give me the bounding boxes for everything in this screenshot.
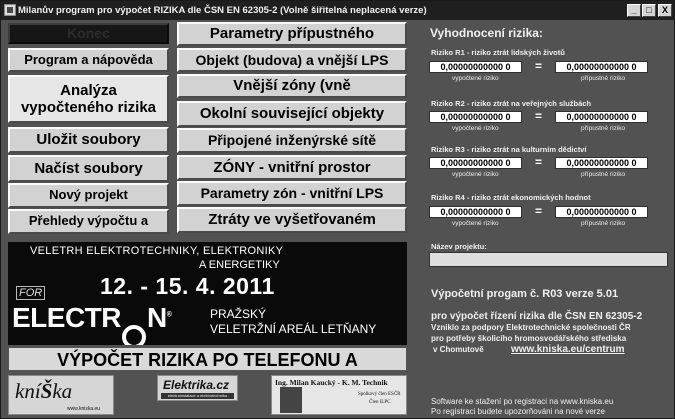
new-project-button[interactable]: Nový projekt bbox=[8, 183, 169, 208]
risk-r3-calc-caption: vypočtené riziko bbox=[452, 171, 499, 178]
close-button[interactable]: X bbox=[658, 4, 672, 17]
app-icon bbox=[4, 4, 16, 16]
zone-params-button[interactable]: Parametry zón - vnitřní LPS bbox=[177, 181, 407, 206]
overviews-button[interactable]: Přehledy výpočtu a bbox=[8, 209, 169, 234]
object-lps-button[interactable]: Objekt (budova) a vnější LPS bbox=[177, 48, 407, 72]
risk-r1-allowed: 0,00000000000 0 bbox=[555, 61, 648, 73]
services-button[interactable]: Připojené inženýrské sítě bbox=[177, 128, 407, 153]
program-help-button[interactable]: Program a nápověda bbox=[8, 48, 169, 72]
title-bar bbox=[1, 1, 674, 20]
kniska-wordmark bbox=[15, 379, 72, 404]
support-line2: pro potřeby školicího hromosvodářského střediska bbox=[431, 334, 627, 343]
kaucky-emblem bbox=[280, 387, 302, 413]
centrum-link[interactable]: www.kniska.eu/centrum bbox=[511, 344, 625, 355]
kaucky-member: Spolkový člen ESČR bbox=[358, 392, 401, 397]
save-files-button[interactable]: Uložit soubory bbox=[8, 127, 169, 153]
losses-button[interactable]: Ztráty ve vyšetřovaném bbox=[177, 207, 407, 233]
adjacent-objects-button[interactable]: Okolní související objekty bbox=[177, 101, 407, 127]
konec-button[interactable]: Konec bbox=[8, 23, 169, 44]
risk-r4-allowed: 0,00000000000 0 bbox=[555, 206, 648, 218]
electron-banner[interactable] bbox=[8, 242, 407, 345]
risk-r2-eq: = bbox=[535, 109, 543, 123]
project-name-label: Název projektu: bbox=[431, 242, 487, 251]
risk-r4-allowed-caption: přípustné riziko bbox=[581, 220, 626, 227]
results-heading: Vyhodnocení rizika: bbox=[430, 26, 543, 40]
download-text: Software ke stažení po registraci na www.kniska.eu bbox=[431, 397, 614, 406]
restore-button[interactable]: □ bbox=[642, 4, 656, 17]
load-files-button[interactable]: Načíst soubory bbox=[8, 155, 169, 182]
zones-interior-button[interactable]: ZÓNY - vnitřní prostor bbox=[177, 155, 407, 180]
analyza-line2: vypočteného rizika bbox=[20, 99, 157, 116]
kniska-logo[interactable] bbox=[8, 375, 114, 415]
phone-calc-bar[interactable]: VÝPOČET RIZIKA PO TELEFONU A bbox=[8, 347, 407, 371]
risk-r4-calc: 0,00000000000 0 bbox=[429, 206, 522, 218]
risk-r1-allowed-caption: přípustné riziko bbox=[581, 75, 626, 82]
notify-text: Po registraci budete upozorňováni na nové verze bbox=[431, 407, 605, 416]
risk-r2-allowed: 0,00000000000 0 bbox=[555, 111, 648, 123]
banner-reg: ® bbox=[166, 311, 172, 319]
kaucky-logo[interactable] bbox=[271, 375, 407, 415]
banner-brand-part1: ELECTR bbox=[12, 302, 121, 333]
project-name-input[interactable] bbox=[429, 252, 668, 267]
risk-r3-allowed: 0,00000000000 0 bbox=[555, 157, 648, 169]
banner-venue2: VELETRŽNÍ AREÁL LETŇANY bbox=[210, 322, 377, 336]
banner-for: FOR bbox=[16, 286, 45, 300]
support-line3: v Chomutově bbox=[433, 345, 484, 354]
banner-line1: VELETRH ELEKTROTECHNIKY, ELEKTRONIKY bbox=[30, 245, 284, 257]
allowed-params-button[interactable]: Parametry přípustného bbox=[177, 22, 407, 46]
minimize-button[interactable]: _ bbox=[627, 4, 641, 17]
risk-r1-label: Riziko R1 - riziko ztrát lidských životů bbox=[431, 48, 565, 57]
purpose-text: pro výpočet řízení rizika dle ČSN EN 62305-2 bbox=[431, 311, 643, 322]
analyza-button[interactable] bbox=[8, 75, 169, 123]
banner-brand bbox=[12, 302, 171, 345]
banner-brand-part2: N bbox=[147, 302, 167, 333]
external-zones-button[interactable]: Vnější zóny (vně bbox=[177, 74, 407, 98]
risk-r4-label: Riziko R4 - riziko ztrát ekonomických hodnot bbox=[431, 193, 591, 202]
banner-line2: A ENERGETIKY bbox=[199, 259, 280, 271]
elektrika-sub: elektroinstalace a elektrotechnika bbox=[161, 393, 234, 399]
risk-r3-allowed-caption: přípustné riziko bbox=[581, 171, 626, 178]
risk-r1-calc-caption: vypočtené riziko bbox=[452, 75, 499, 82]
risk-r1-calc: 0,00000000000 0 bbox=[429, 61, 522, 73]
risk-r2-calc: 0,00000000000 0 bbox=[429, 111, 522, 123]
kniska-part1: kní bbox=[15, 379, 41, 403]
version-text: Výpočetní progam č. R03 verze 5.01 bbox=[431, 288, 619, 300]
risk-r3-label: Riziko R3 - riziko ztrát na kulturním dědictví bbox=[431, 145, 587, 154]
kniska-part2: Š bbox=[40, 379, 53, 403]
elektrika-logo[interactable] bbox=[157, 375, 238, 401]
risk-r2-allowed-caption: přípustné riziko bbox=[581, 125, 626, 132]
window-title: Milanův program pro výpočet RIZIKA dle ČSN EN 62305-2 (Volně šiřitelná neplacená verze) bbox=[18, 5, 427, 16]
risk-r3-eq: = bbox=[535, 155, 543, 169]
risk-r2-label: Riziko R2 - riziko ztrát na veřejných službách bbox=[431, 99, 592, 108]
analyza-line1: Analýza bbox=[60, 81, 117, 99]
kniska-url: www.kniska.eu bbox=[67, 406, 101, 412]
banner-dates: 12. - 15. 4. 2011 bbox=[100, 273, 275, 299]
kniska-part3: ka bbox=[52, 379, 73, 403]
risk-r4-calc-caption: vypočtené riziko bbox=[452, 220, 499, 227]
kaucky-ilpc: Člen ILPC bbox=[369, 400, 391, 405]
elektrika-name: Elektrika.cz bbox=[163, 378, 230, 392]
banner-venue1: PRAŽSKÝ bbox=[210, 307, 267, 321]
kaucky-name: Ing. Milan Kaucký - K. M. Technik bbox=[275, 378, 388, 387]
support-line1: Vzniklo za podpory Elektrotechnické společnosti ČR bbox=[431, 323, 631, 332]
risk-r3-calc: 0,00000000000 0 bbox=[429, 157, 522, 169]
risk-r4-eq: = bbox=[535, 204, 543, 218]
banner-brand-o-ring bbox=[122, 325, 146, 345]
risk-r2-calc-caption: vypočtené riziko bbox=[452, 125, 499, 132]
risk-r1-eq: = bbox=[535, 59, 543, 73]
